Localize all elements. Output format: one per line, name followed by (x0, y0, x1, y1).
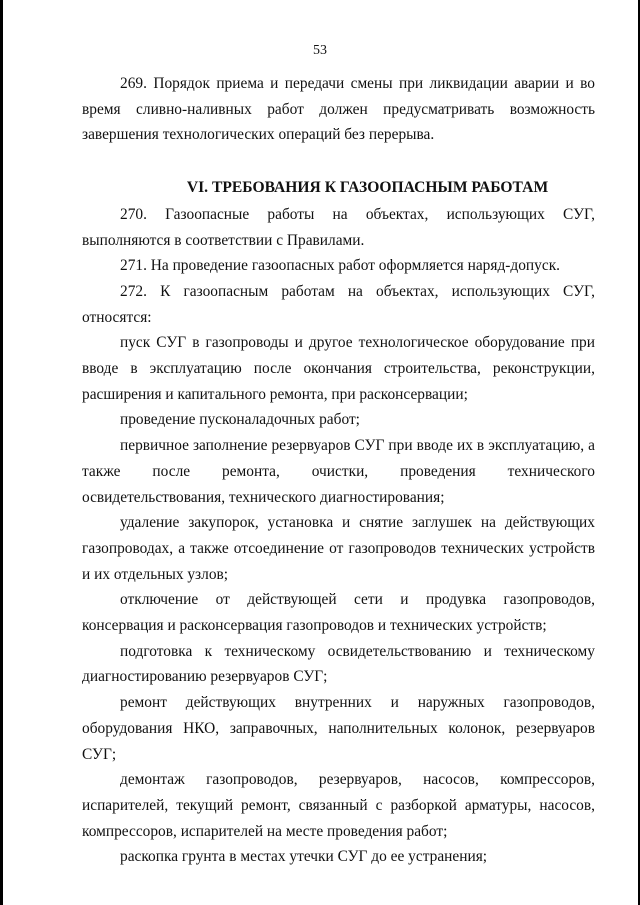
list-item: подготовка к техническому освидетельствованию и техническому диагностированию резервуаров СУГ; (82, 642, 595, 686)
document-body (82, 71, 595, 870)
scan-border-left (0, 0, 3, 905)
paragraph-272: 272. К газоопасным работам на объектах, использующих СУГ, относятся: (82, 282, 595, 326)
page-number: 53 (313, 43, 327, 58)
paragraph-271: 271. На проведение газоопасных работ оформляется наряд-допуск. (120, 257, 561, 275)
list-item: раскопка грунта в местах утечки СУГ до ее устранения; (120, 848, 488, 866)
list-item: проведение пусконаладочных работ; (120, 411, 360, 429)
section-title: VI. ТРЕБОВАНИЯ К ГАЗООПАСНЫМ РАБОТАМ (186, 179, 549, 197)
paragraph-270: 270. Газоопасные работы на объектах, использующих СУГ, выполняются в соответствии с Правилами. (82, 205, 595, 249)
paragraph-269: 269. Порядок приема и передачи смены при ликвидации аварии и во время сливно-наливных работ должен предусматривать возможность завершения технологических операций без перерыва. (82, 75, 595, 144)
list-item: пуск СУГ в газопроводы и другое технологическое оборудование при вводе в эксплуатацию после окончания строительства, реконструкции, расширения и капитального ремонта, при расконсервации; (82, 334, 595, 403)
list-item: ремонт действующих внутренних и наружных газопроводов, оборудования НКО, заправочных, наполнительных колонок, резервуаров СУГ; (82, 694, 595, 763)
list-item: удаление закупорок, установка и снятие заглушек на действующих газопроводах, а также отсоединение от газопроводов технических устройств и их отдельных узлов; (82, 514, 595, 583)
list-item: демонтаж газопроводов, резервуаров, насосов, компрессоров, испарителей, текущий ремонт, связанный с разборкой арматуры, насосов, компрессоров, испарителей на месте проведения работ; (82, 771, 595, 840)
list-item: первичное заполнение резервуаров СУГ при вводе их в эксплуатацию, а также после ремонта, очистки, проведения технического освидетельствования, технического диагностирования; (82, 437, 595, 506)
list-item: отключение от действующей сети и продувка газопроводов, консервация и расконсервация газопроводов и технических устройств; (82, 591, 595, 635)
